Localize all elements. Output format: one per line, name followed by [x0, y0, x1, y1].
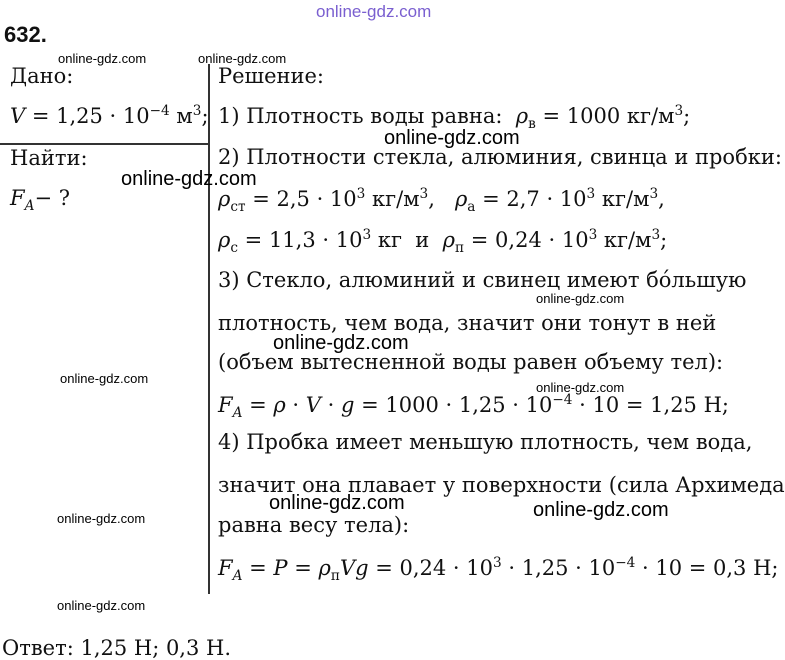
solution-line-4: $\rho_с = 11,3 \cdot 10^3$ кг и $\rho_п = 0,24 \cdot 10^3$ $кг/м^3$;	[218, 227, 668, 256]
table-divider-vertical	[208, 64, 210, 594]
find-label: Найти:	[10, 146, 88, 170]
header-watermark: online-gdz.com	[316, 2, 432, 21]
solution-line-6: плотность, чем вода, значит они тонут в ней	[218, 311, 717, 335]
solution-line-5: 3) Стекло, алюминий и свинец имеют бо́льшую	[218, 268, 747, 292]
answer-line: Ответ: 1,25 Н; 0,3 Н.	[2, 636, 232, 660]
solution-line-7: (объем вытесненной воды равен объему тел):	[218, 350, 724, 374]
watermark-6: online-gdz.com	[273, 332, 409, 354]
solution-line-12: $F_A = P = \rho_пVg = 0,24 \cdot 10^3 \cdot 1,25 \cdot 10^{-4} \cdot 10 = 0,3$ Н;	[218, 555, 779, 584]
solution-line-8: $F_A = \rho \cdot V \cdot g = 1000 \cdot 1,25 \cdot 10^{-4} \cdot 10 = 1,25$ Н;	[218, 392, 729, 421]
table-divider-horizontal	[0, 143, 208, 145]
watermark-5: online-gdz.com	[536, 291, 625, 306]
solution-line-1: 1) Плотность воды равна: $\rho_в = 1000$ $кг/м^3$;	[218, 103, 691, 132]
solution-line-3: $\rho_{ст} = 2,5 \cdot 10^3$ $кг/м^3$, $\rho_а = 2,7 \cdot 10^3$ $кг/м^3$,	[218, 186, 665, 215]
watermark-1: online-gdz.com	[58, 51, 147, 66]
solution-line-2: 2) Плотности стекла, алюминия, свинца и пробки:	[218, 145, 782, 169]
watermark-9: online-gdz.com	[269, 492, 405, 514]
solution-label: Решение:	[218, 64, 325, 88]
watermark-4: online-gdz.com	[121, 168, 257, 190]
find-formula: $F_A-$ ?	[10, 186, 70, 214]
watermark-11: online-gdz.com	[57, 511, 146, 526]
solution-line-10: значит она плавает у поверхности (сила Архимеда	[218, 473, 785, 497]
watermark-12: online-gdz.com	[57, 598, 146, 613]
watermark-2: online-gdz.com	[198, 51, 287, 66]
watermark-10: online-gdz.com	[533, 499, 669, 521]
watermark-7: online-gdz.com	[60, 371, 149, 386]
watermark-8: online-gdz.com	[536, 380, 625, 395]
watermark-3: online-gdz.com	[384, 127, 520, 149]
problem-number: 632.	[4, 22, 47, 47]
solution-line-11: равна весу тела):	[218, 513, 410, 537]
solution-line-9: 4) Пробка имеет меньшую плотность, чем вода,	[218, 430, 753, 454]
given-label: Дано:	[10, 64, 74, 88]
given-formula: $V = 1,25 \cdot 10^{-4}$ $м^3$;	[10, 103, 209, 129]
